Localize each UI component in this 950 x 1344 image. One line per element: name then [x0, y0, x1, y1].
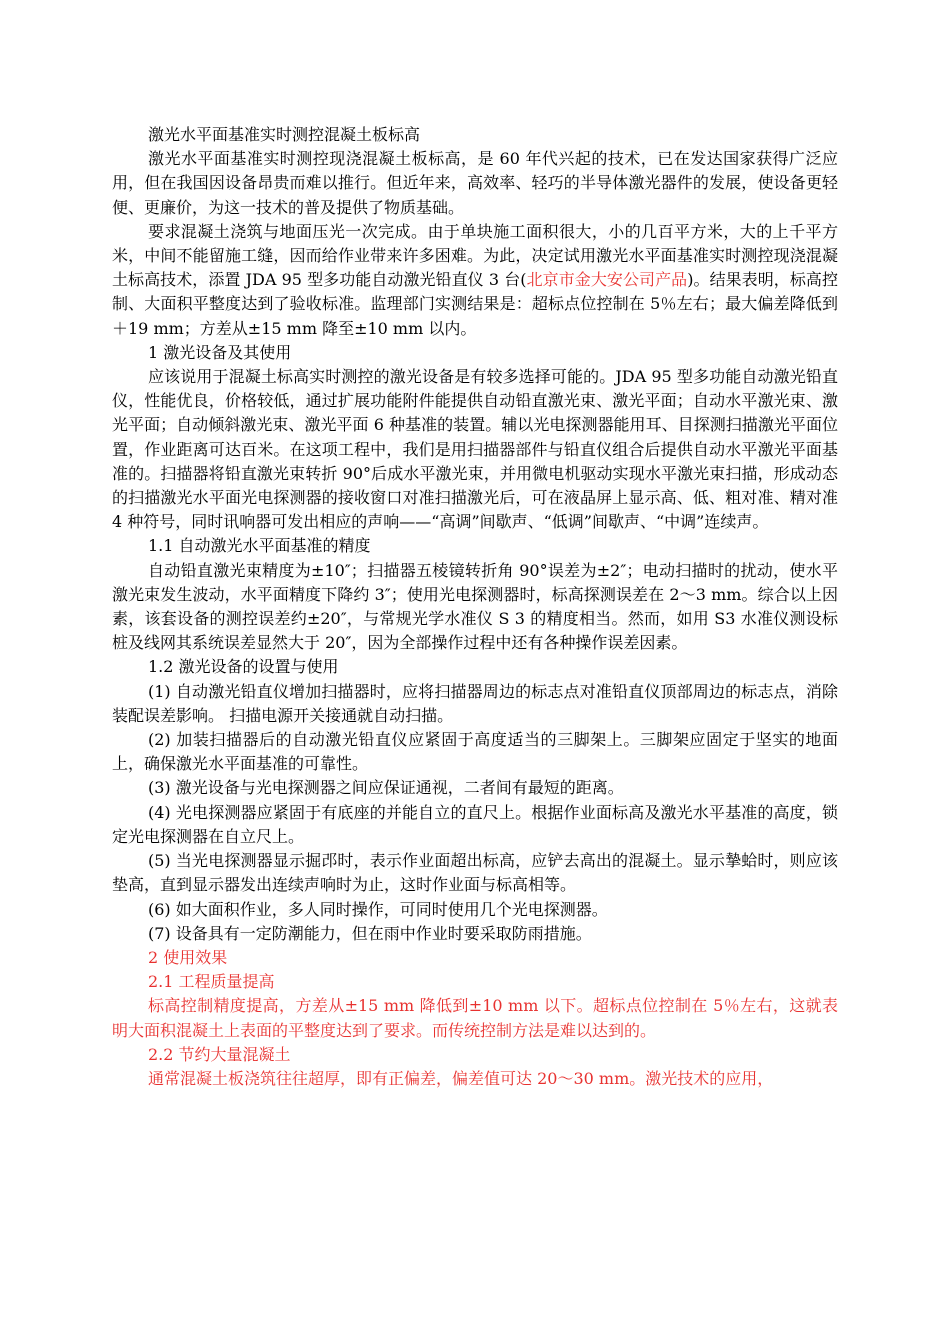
setup-item-4: (4) 光电探测器应紧固于有底座的并能自立的直尺上。根据作业面标高及激光水平基准的高度，锁定光电探测器在自立尺上。: [112, 802, 838, 846]
setup-item-6: (6) 如大面积作业，多人同时操作，可同时使用几个光电探测器。: [148, 899, 608, 919]
document-title: 激光水平面基准实时测控混凝土板标高: [148, 125, 421, 144]
section-2-1-heading: 2.1 工程质量提高: [148, 972, 275, 992]
project-text-b: )。结果表明，标高控制、大面积平整度达到了验收标准。监理部门实测结果是：超标点位控制在 5％左右；最大偏差降低到＋19 mm；方差从±15 mm 降至±10 mm 以内。: [112, 270, 838, 338]
project-paragraph: [112, 220, 838, 341]
setup-item-1: (1) 自动激光铅直仪增加扫描器时，应将扫描器周边的标志点对准铅直仪顶部周边的标志点，消除装配误差影响。 扫描电源开关接通就自动扫描。: [112, 681, 838, 725]
section-1-heading: 1 激光设备及其使用: [148, 342, 292, 362]
setup-item-3: (3) 激光设备与光电探测器之间应保证通视，二者间有最短的距离。: [148, 778, 624, 798]
concrete-saving-paragraph: 通常混凝土板浇筑往往超厚，即有正偏差，偏差值可达 20～30 mm。激光技术的应用，: [148, 1068, 774, 1088]
section-1-2-heading: 1.2 激光设备的设置与使用: [148, 657, 339, 677]
accuracy-paragraph: 自动铅直激光束精度为±10″；扫描器五棱镜转折角 90°误差为±2″；电动扫描时的扰动，使水平激光束发生波动，水平面精度下降约 3″；使用光电探测器时，标高探测误差在 2～3 mm。综合以上因素，该套设备的测控误差约±20″，与常规光学水准仪 S 3 的精度相当。然而，如用 S3 水准仪测设标桩及线网其系统误差显然大于 20″，因为全部操作过程中还有各种操作误差因素。: [112, 560, 838, 653]
setup-item-2: (2) 加装扫描器后的自动激光铅直仪应紧固于高度适当的三脚架上。三脚架应固定于坚实的地面上，确保激光水平面基准的可靠性。: [112, 730, 838, 774]
setup-item-7: (7) 设备具有一定防潮能力，但在雨中作业时要采取防雨措施。: [148, 923, 592, 943]
quality-paragraph: 标高控制精度提高，方差从±15 mm 降低到±10 mm 以下。超标点位控制在 5％左右，这就表明大面积混凝土上表面的平整度达到了要求。而传统控制方法是难以达到的。: [112, 996, 838, 1040]
setup-item-5: (5) 当光电探测器显示掘邔时，表示作业面超出标高，应铲去高出的混凝土。显示摯蛤时，则应该垫高，直到显示器发出连续声响时为止，这时作业面与标高相等。: [112, 851, 838, 895]
section-2-2-heading: 2.2 节约大量混凝土: [148, 1044, 291, 1064]
intro-paragraph: 激光水平面基准实时测控现浇混凝土板标高，是 60 年代兴起的技术，已在发达国家获得广泛应用，但在我国因设备昂贵而难以推行。但近年来，高效率、轻巧的半导体激光器件的发展，使设备更轻便、更廉价，为这一技术的普及提供了物质基础。: [112, 149, 838, 217]
section-1-1-heading: 1.1 自动激光水平面基准的精度: [148, 536, 371, 556]
equipment-paragraph: 应该说用于混凝土标高实时测控的激光设备是有较多选择可能的。JDA 95 型多功能自动激光铅直仪，性能优良，价格较低，通过扩展功能附件能提供自动铅直激光束、激光平面；自动水平激光束、激光平面；自动倾斜激光束、激光平面 6 种基准的装置。辅以光电探测器能用耳、目探测扫描激光平面位置，作业距离可达百米。在这项工程中，我们是用扫描器部件与铅直仪组合后提供自动水平激光平面基准的。扫描器将铅直激光束转折 90°后成水平激光束，并用微电机驱动实现水平激光束扫描，形成动态的扫描激光水平面光电探测器的接收窗口对准扫描激光后，可在液晶屏上显示高、低、粗对准、精对准 4 种符号，同时讯响器可发出相应的声响——“高调”间歇声、“低调”间歇声、“中调”连续声。: [112, 367, 838, 532]
product-source-highlight: 北京市金大安公司产品: [526, 270, 688, 290]
section-2-heading: 2 使用效果: [148, 947, 228, 967]
project-text-a: 要求混凝土浇筑与地面压光一次完成。由于单块施工面积很大，小的几百平方米，大的上千平方米，中间不能留施工缝，因而给作业带来许多困难。为此，决定试用激光水平面基准实时测控现浇混凝土标高技术，添置 JDA 95 型多功能自动激光铅直仪 3 台(: [112, 221, 838, 290]
